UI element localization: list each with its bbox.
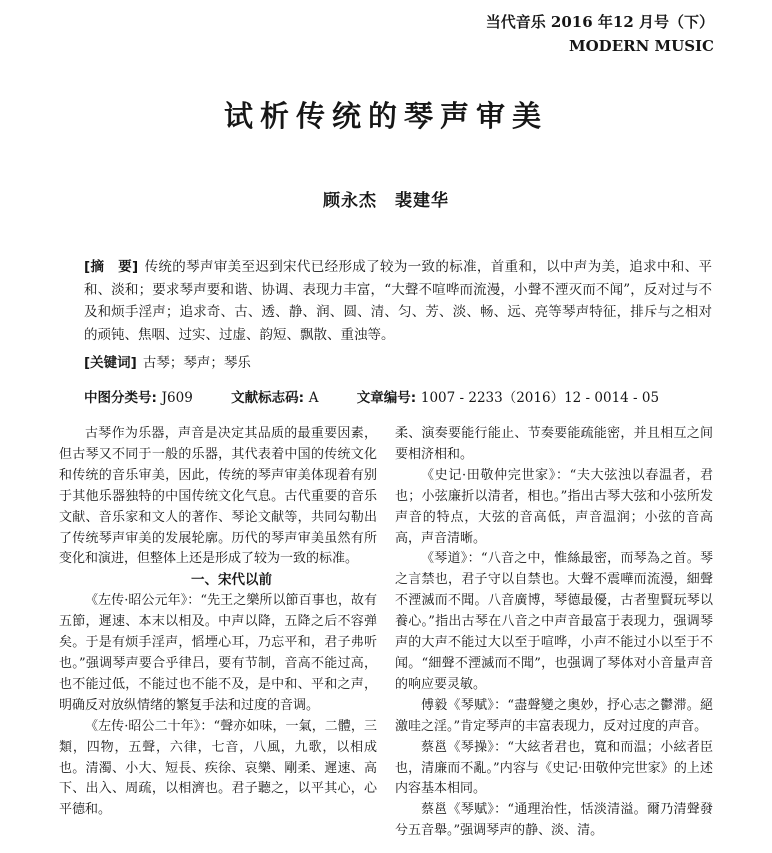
paragraph-zuozhuan-zhaogong-1: 《左传·昭公元年》：“先王之樂所以節百事也，故有五節，遲速、本末以相及。中声以降，五降之后不容弹矣。于是有烦手淫声，慆堙心耳，乃忘平和，君子弗听也。”强调琴声要合乎律吕，要有节制，音高不能过高，也不能过低，不能过也不能不及，是中和、平和之声，明确反对放纵情绪的繁复手法和过度的音调。 [59, 593, 377, 713]
article-id-value: 1007 - 2233（2016）12 - 0014 - 05 [420, 390, 660, 406]
abstract-label: [摘 要] [84, 259, 139, 275]
left-column [59, 424, 377, 853]
paragraph-zuozhuan-zhaogong-20: 《左传·昭公二十年》：“聲亦如味，一氣，二體，三類，四物，五聲，六律，七音，八風，九歌，以相成也。清濁、小大、短長、疾徐、哀樂、剛柔、遲速、高下、出入、周疏，以相濟也。君子聽之，以平其心，心平德和。 [59, 718, 377, 818]
front-matter [84, 256, 712, 375]
article-authors: 顾永杰 裴建华 [323, 191, 449, 211]
section-heading-song-dynasty: 一、宋代以前 [191, 572, 272, 589]
paragraph-caiyong-qincao: 蔡邕《琴操》：“大絃者君也，寬和而温；小絃者臣也，清廉而不亂。”内容与《史记·田敬仲完世家》的上述内容基本相同。 [395, 739, 713, 797]
document-code-value: A [308, 390, 319, 406]
document-code-label: 文献标志码: [231, 390, 309, 406]
right-column [395, 424, 713, 853]
paragraph-continuation: 柔、演奏要能行能止、节奏要能疏能密，并且相互之间要相济相和。 [395, 426, 713, 462]
keywords-text: 古琴；琴声；琴乐 [142, 355, 251, 371]
paragraph-intro: 古琴作为乐器，声音是决定其品质的最重要因素，但古琴又不同于一般的乐器，其代表着中国的传统文化和传统的音乐审美，因此，传统的琴声审美体现着有别于其他乐器独特的中国传统文化气息。古代重要的音乐文献、音乐家和文人的著作、琴论文献等，共同勾勒出了传统琴声审美的发展轮廓。历代的琴声审美虽然有所变化和演进，但整体上还是形成了较为一致的标准。 [59, 426, 377, 567]
clc-label: 中图分类号: [84, 390, 162, 406]
clc-value: J609 [161, 390, 193, 406]
abstract-text: 传统的琴声审美至迟到宋代已经形成了较为一致的标准，首重和，以中声为美，追求中和、平和、淡和；要求琴声要和谐、协调、表现力丰富，“大聲不喧哗而流漫，小聲不湮灭而不闻”，反对过与不及和烦手淫声；追求奇、古、透、静、润、圆、清、匀、芳、淡、畅、远、亮等琴声特征，排斥与之相对的顽钝、焦咽、过实、过虚、韵短、飘散、重浊等。 [84, 259, 712, 343]
keywords-label: [关键词] [84, 355, 137, 371]
body-columns [59, 424, 713, 853]
meta-line [84, 386, 712, 406]
clc-number [84, 390, 193, 406]
paragraph-shiji: 《史记·田敬仲完世家》：“夫大弦浊以春温者，君也；小弦廉折以清者，相也。”指出古琴大弦和小弦所发声音的特点，大弦的音高低，声音温润；小弦的音高高，声音清晰。 [395, 467, 713, 546]
paragraph-qindao: 《琴道》：“八音之中，惟絲最密，而琴為之首。琴之言禁也，君子守以自禁也。大聲不震嘩而流漫，細聲不湮滅而不聞。八音廣博，琴德最優，古者聖賢玩琴以養心。”指出古琴在八音之中声音最富于表现力，强调琴声的大声不能过大以至于喧哗，小声不能过小以至于不闻。“細聲不湮滅而不聞”，也强调了琴体对小音量声音的响应要灵敏。 [395, 551, 713, 692]
article-id-label: 文章编号: [356, 390, 421, 406]
document-code [231, 390, 318, 406]
journal-header [486, 10, 714, 58]
paragraph-fuyi-qinfu: 傅毅《琴赋》：“盡聲變之奥妙，抒心志之鬱滞。絕激哇之淫。”肯定琴声的丰富表现力，反对过度的声音。 [395, 697, 713, 734]
keywords [84, 352, 712, 375]
article-id [357, 390, 659, 406]
abstract [84, 256, 712, 346]
journal-name: MODERN MUSIC [569, 37, 714, 55]
article-title: 试析传统的琴声审美 [223, 99, 548, 133]
journal-issue-line: 当代音乐 2016 年12 月号（下） [485, 13, 714, 31]
paragraph-caiyong-qinfu: 蔡邕《琴赋》：“通理治性，恬淡清溢。爾乃清聲發兮五音舉。”强调琴声的静、淡、清。 [395, 802, 713, 839]
